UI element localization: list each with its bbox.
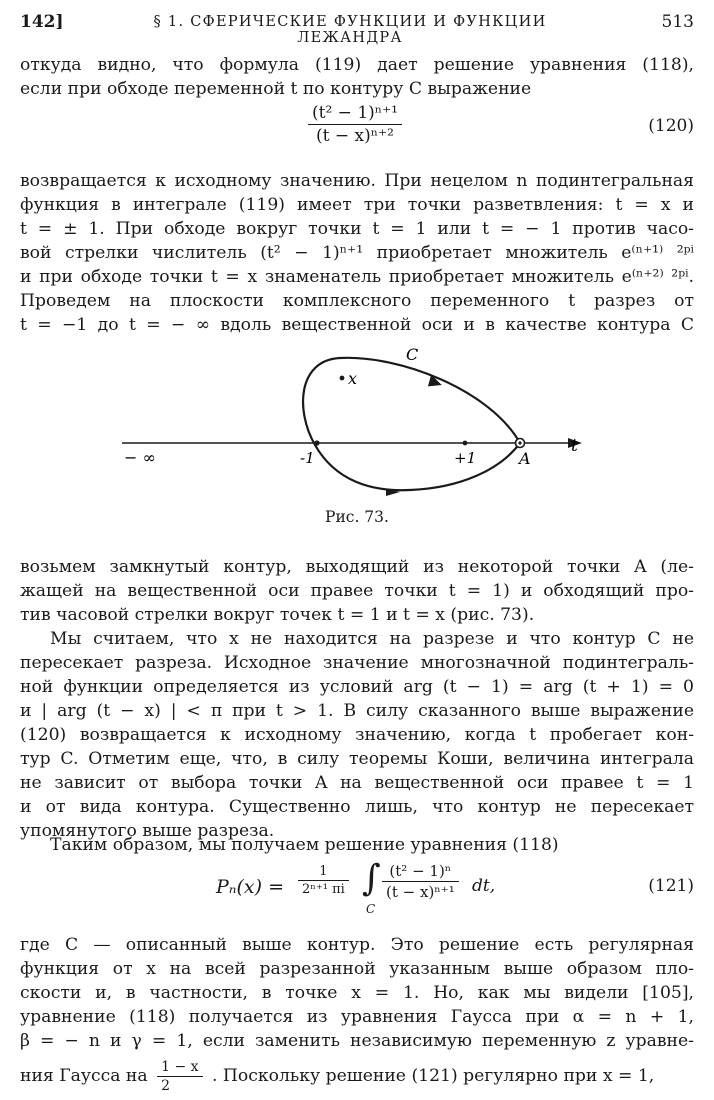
equation-121 [216,860,516,922]
text-line: (120) возвращается к исходному значению, когда t пробегает кон- [20,725,694,745]
eq-lhs: Pₙ(x) = [216,876,284,898]
text-line: упомянутого выше разреза. [20,821,275,841]
equation-120 [308,103,402,146]
integral-contour: C [366,902,376,916]
figure-caption: Рис. 73. [325,508,389,526]
text-line: и от вида контура. Существенно лишь, что контур не пересекает [20,797,694,817]
page-number: 513 [661,12,694,32]
point-minus-one [314,440,319,445]
running-header [20,10,694,46]
text-line: если при обходе переменной t по контуру C выражение [20,79,532,99]
integrand-fraction [382,862,459,901]
text-line: функция от x на всей разрезанной указанным выше образом пло- [20,959,694,979]
integrand-denominator: (t − x)ⁿ⁺¹ [386,883,455,901]
text-line: пересекает разреза. Исходное значение многозначной подинтеграль- [20,653,694,673]
integrand-numerator: (t² − 1)ⁿ [382,862,459,882]
label-minus-one: -1 [300,449,315,467]
text-line: Таким образом, мы получаем решение уравнения (118) [50,835,559,855]
label-plus-one: +1 [454,449,477,467]
point-plus-one [463,441,468,446]
coefficient-fraction [298,864,349,897]
text-line: не зависит от выбора точки A на вещественной оси правее t = 1 [20,773,694,793]
text-line: жащей на вещественной оси правее точки t = 1) и обходящий про- [20,581,694,601]
text-fragment: . Поскольку решение (121) регулярно при x = 1, [212,1066,655,1086]
integral-sign: ∫ [362,858,381,899]
equation-number: (121) [648,876,694,896]
running-title: § 1. СФЕРИЧЕСКИЕ ФУНКЦИИ И ФУНКЦИИ ЛЕЖАНДРА [153,14,547,46]
text-line: возвращается к исходному значению. При нецелом n подинтегральная [20,171,694,191]
text-line: вой стрелки числитель (t² − 1)ⁿ⁺¹ приобретает множитель e⁽ⁿ⁺¹⁾ ²ᵖⁱ [20,243,694,263]
denominator: (t − x)ⁿ⁺² [316,126,394,146]
text-line: откуда видно, что формула (119) дает решение уравнения (118), [20,55,694,75]
text-line: скости и, в частности, в точке x = 1. Но, как мы видели [105], [20,983,694,1003]
label-x: x [348,369,358,388]
section-marker: 142] [20,12,64,32]
text-line: и | arg (t − x) | < π при t > 1. В силу сказанного выше выражение [20,701,694,721]
contour-figure [110,340,600,505]
coefficient-numerator: 1 [298,864,349,881]
text-line: возьмем замкнутый контур, выходящий из некоторой точки A (ле- [20,557,694,577]
coefficient-denominator: 2ⁿ⁺¹ πi [302,882,345,897]
contour-curve [303,358,520,490]
text-fragment: ния Гаусса на [20,1066,148,1086]
label-point-A: A [519,449,531,468]
text-line: Проведем на плоскости комплексного переменного t разрез от [20,291,694,311]
point-x [340,376,345,381]
inline-fraction [157,1059,202,1094]
text-line: уравнение (118) получается из уравнения Гаусса при α = n + 1, [20,1007,694,1027]
differential: dt, [472,876,496,896]
inline-fraction-denominator: 2 [161,1078,171,1094]
text-line: ной функции определяется из условий arg (t − 1) = arg (t + 1) = 0 [20,677,694,697]
label-t-axis: t [571,436,578,456]
text-line: и при обходе точки t = x знаменатель приобретает множитель e⁽ⁿ⁺²⁾ ²ᵖⁱ. [20,267,694,287]
label-minus-infinity: − ∞ [124,448,156,467]
inline-fraction-numerator: 1 − x [157,1059,202,1077]
text-line: t = −1 до t = − ∞ вдоль вещественной оси и в качестве контура C [20,315,694,335]
fraction [308,103,402,146]
text-line: тур C. Отметим еще, что, в силу теоремы Коши, величина интеграла [20,749,694,769]
equation-number: (120) [648,116,694,136]
text-line: функция в интеграле (119) имеет три точки разветвления: t = x и [20,195,694,215]
text-line: Мы считаем, что x не находится на разрезе и что контур C не [50,629,694,649]
text-line: тив часовой стрелки вокруг точек t = 1 и t = x (рис. 73). [20,605,535,625]
text-line: β = − n и γ = 1, если заменить независимую переменную z уравне- [20,1031,694,1051]
text-line-with-fraction [20,1056,694,1096]
text-line: t = ± 1. При обходе вокруг точки t = 1 или t = − 1 против часо- [20,219,694,239]
text-line: где C — описанный выше контур. Это решение есть регулярная [20,935,694,955]
label-contour-C: C [406,345,419,364]
numerator: (t² − 1)ⁿ⁺¹ [308,103,402,125]
point-A-center [518,441,521,444]
